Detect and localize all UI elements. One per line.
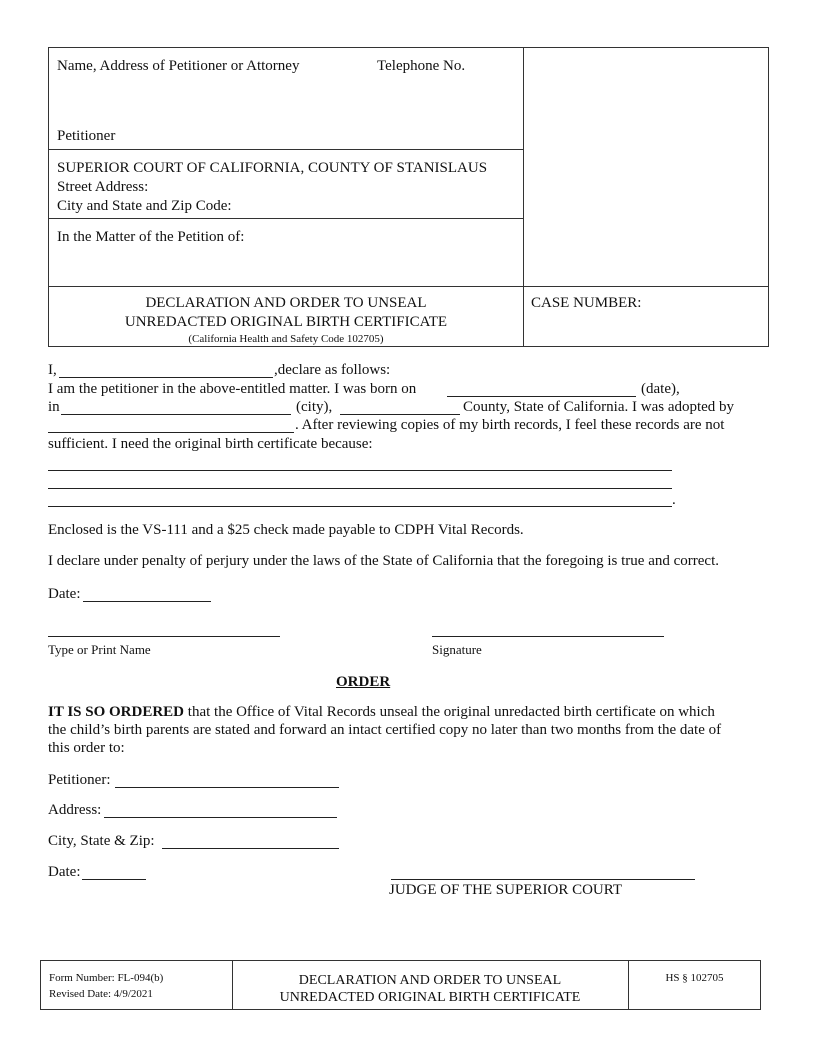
judge-label: JUDGE OF THE SUPERIOR COURT (389, 882, 623, 898)
petitioner-label: Petitioner (57, 128, 116, 144)
signature-field[interactable] (432, 636, 664, 637)
ordered-line-2: the child’s birth parents are stated and forward an intact certified copy no later than two months from the date of (48, 722, 722, 738)
declarant-i-label: I, (48, 362, 57, 378)
sufficient-text: sufficient. I need the original birth certificate because: (48, 436, 373, 452)
footer-title-line-2: UNREDACTED ORIGINAL BIRTH CERTIFICATE (279, 990, 581, 1005)
city-state-zip-label: City and State and Zip Code: (57, 198, 232, 214)
caption-divider-2 (49, 218, 523, 219)
court-name: SUPERIOR COURT OF CALIFORNIA, COUNTY OF STANISLAUS (57, 160, 488, 176)
revised-date: Revised Date: 4/9/2021 (49, 988, 153, 1000)
print-name-label: Type or Print Name (48, 642, 151, 657)
reason-line-1[interactable] (48, 470, 672, 471)
perjury-text: I declare under penalty of perjury under the laws of the State of California that the foregoing is true and correct. (48, 553, 719, 569)
order-address-label: Address: (48, 802, 102, 818)
reason-line-2[interactable] (48, 488, 672, 489)
caption-box (48, 47, 769, 347)
order-address-field[interactable] (104, 817, 337, 818)
reason-period: . (672, 492, 676, 508)
caption-divider-3 (49, 286, 768, 287)
order-heading: ORDER (336, 674, 391, 690)
caption-divider-vertical (523, 48, 524, 346)
reason-line-3[interactable] (48, 506, 672, 507)
city-suffix: (city), (296, 399, 333, 415)
ordered-bold: IT IS SO ORDERED (48, 704, 185, 720)
street-address-label: Street Address: (57, 179, 149, 195)
enclosed-text: Enclosed is the VS-111 and a $25 check made payable to CDPH Vital Records. (48, 522, 524, 538)
footer-code: HS § 102705 (665, 972, 724, 984)
in-label: in (48, 399, 60, 415)
footer-divider-2 (628, 961, 629, 1009)
birth-date-field[interactable] (447, 396, 636, 397)
caption-divider-1 (49, 149, 523, 150)
order-petitioner-label: Petitioner: (48, 772, 111, 788)
declare-text: ,declare as follows: (274, 362, 391, 378)
order-city-state-zip-field[interactable] (162, 848, 339, 849)
name-address-label: Name, Address of Petitioner or Attorney (57, 58, 300, 74)
birth-county-field[interactable] (340, 414, 460, 415)
birth-city-field[interactable] (61, 414, 291, 415)
matter-label: In the Matter of the Petition of: (57, 229, 245, 245)
signature-label: Signature (432, 642, 482, 657)
order-city-state-zip-label: City, State & Zip: (48, 833, 155, 849)
order-date-field[interactable] (82, 879, 146, 880)
declaration-date-field[interactable] (83, 601, 211, 602)
judge-signature-field[interactable] (391, 879, 695, 880)
adopted-by-field[interactable] (48, 432, 294, 433)
order-date-label: Date: (48, 864, 81, 880)
ordered-line-1 (48, 704, 715, 721)
form-title-line-2: UNREDACTED ORIGINAL BIRTH CERTIFICATE (124, 314, 448, 330)
form-title-code: (California Health and Safety Code 102705) (188, 333, 384, 345)
order-petitioner-field[interactable] (115, 787, 339, 788)
declaration-date-label: Date: (48, 586, 81, 602)
print-name-field[interactable] (48, 636, 280, 637)
footer-box (40, 960, 761, 1010)
form-number: Form Number: FL-094(b) (49, 972, 164, 984)
ordered-line-3: this order to: (48, 740, 125, 756)
case-number-label: CASE NUMBER: (531, 295, 642, 311)
telephone-label: Telephone No. (377, 58, 466, 74)
county-text: County, State of California. I was adopted by (463, 399, 735, 415)
footer-title-line-1: DECLARATION AND ORDER TO UNSEAL (298, 973, 562, 988)
ordered-text-1: that the Office of Vital Records unseal the original unredacted birth certificate on which (184, 704, 715, 720)
born-text: I am the petitioner in the above-entitled matter. I was born on (48, 381, 417, 397)
date-suffix: (date), (641, 381, 680, 397)
form-title-line-1: DECLARATION AND ORDER TO UNSEAL (145, 295, 427, 311)
declarant-name-field[interactable] (59, 377, 273, 378)
records-text: . After reviewing copies of my birth records, I feel these records are not (295, 417, 725, 433)
